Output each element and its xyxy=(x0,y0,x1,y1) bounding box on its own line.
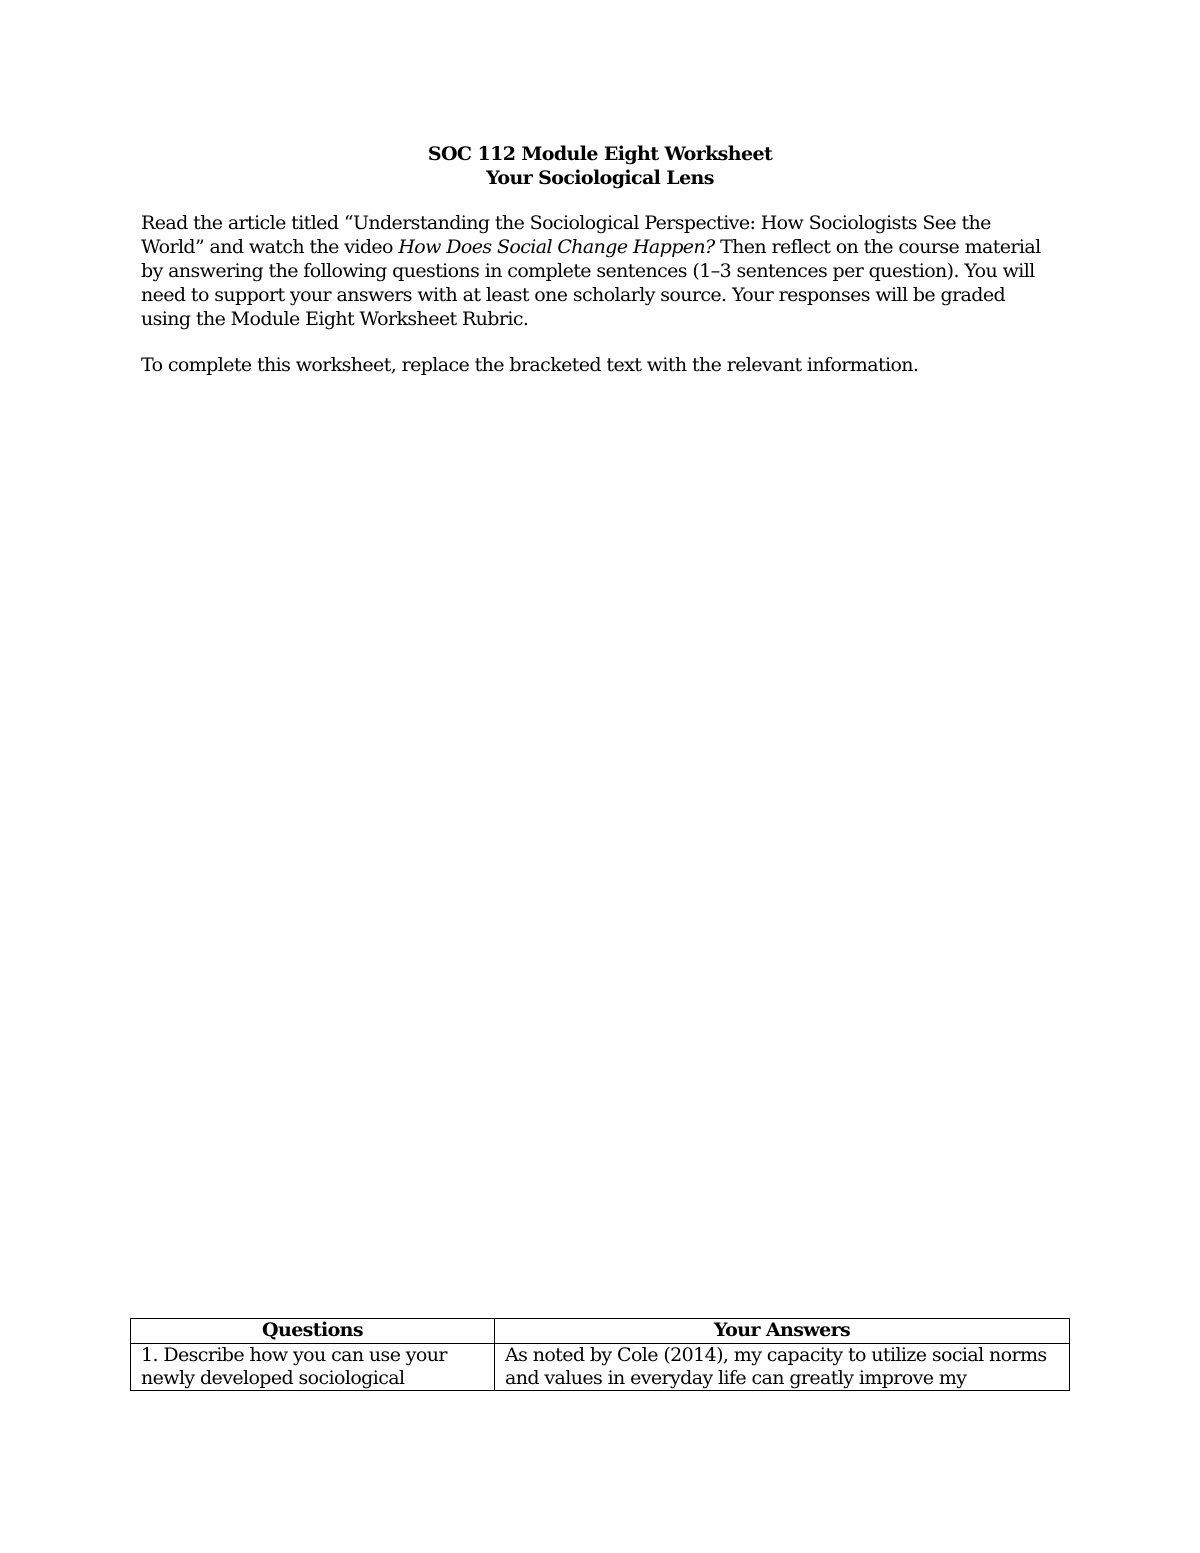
table-header-row xyxy=(131,1319,1070,1344)
instruction-paragraph: To complete this worksheet, replace the bracketed text with the relevant information. xyxy=(141,354,919,376)
video-title: How Does Social Change Happen? xyxy=(398,236,715,258)
worksheet-title: SOC 112 Module Eight Worksheet xyxy=(427,143,773,165)
intro-paragraph xyxy=(141,211,1041,331)
worksheet-subtitle: Your Sociological Lens xyxy=(486,167,714,189)
questions-header: Questions xyxy=(131,1319,495,1344)
questions-table xyxy=(130,1318,1070,1391)
intro-text-start: Read the article titled “Understanding the Sociological Perspective: How Sociologists See the World” and watch the video xyxy=(141,212,991,258)
answer-cell[interactable]: As noted by Cole (2014), my capacity to utilize social norms and values in everyday life can greatly improve my xyxy=(495,1344,1070,1391)
intro-text-end: Then reflect on the course material by answering the following questions in complete sentences (1–3 sentences per question). You will need to support your answers with at least one scholarly source. Your responses will be graded using the Module Eight Worksheet Rubric. xyxy=(141,236,1041,330)
answers-header: Your Answers xyxy=(495,1319,1070,1344)
question-cell: 1. Describe how you can use your newly developed sociological xyxy=(131,1344,495,1391)
table-row xyxy=(131,1344,1070,1391)
